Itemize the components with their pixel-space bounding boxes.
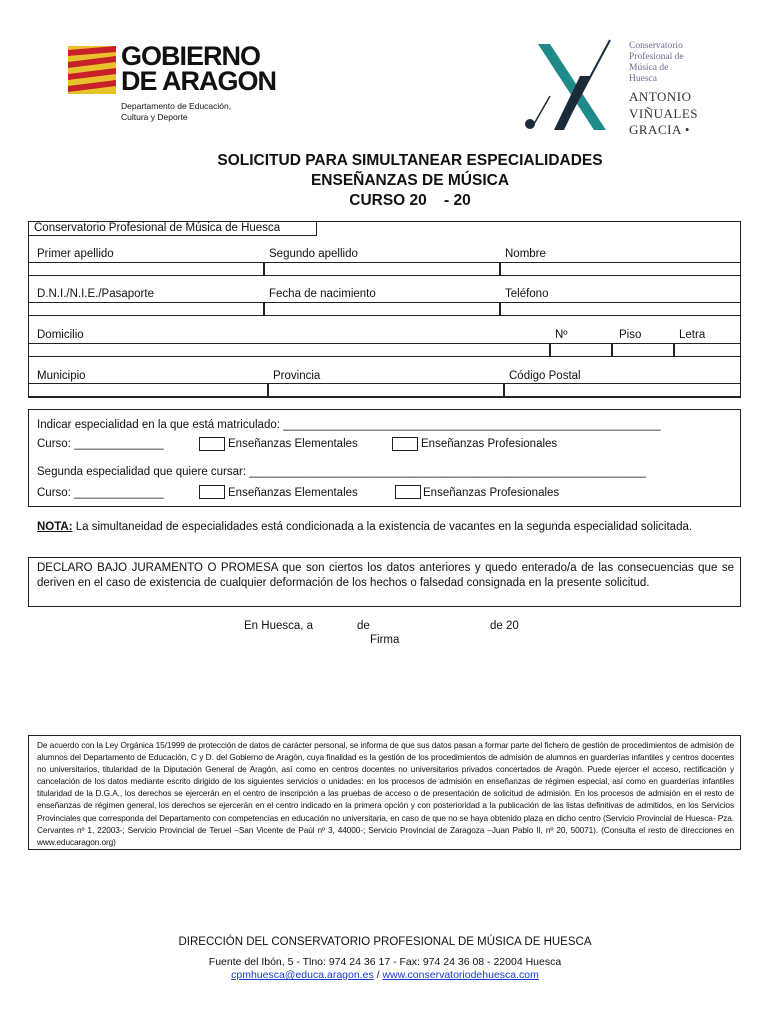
footer-address: Fuente del Ibón, 5 - Tlno: 974 24 36 17 - Fax: 974 24 36 08 - 22004 Huesca — [208, 956, 562, 968]
label-numero: Nº — [555, 329, 568, 341]
primer-apellido-field[interactable] — [28, 262, 264, 276]
fecha-nacimiento-field[interactable] — [264, 302, 500, 316]
elementales-label-1: Enseñanzas Elementales — [228, 438, 358, 450]
elementales-checkbox-2[interactable] — [199, 485, 225, 499]
footer-direction: DIRECCIÓN DEL CONSERVATORIO PROFESIONAL DE MÚSICA DE HUESCA — [178, 936, 592, 948]
profesionales-label-2: Enseñanzas Profesionales — [423, 487, 560, 499]
label-codigo-postal: Código Postal — [509, 370, 581, 382]
label-municipio: Municipio — [37, 370, 86, 382]
codigo-postal-field[interactable] — [504, 383, 741, 397]
label-nombre: Nombre — [505, 248, 546, 260]
label-piso: Piso — [619, 329, 642, 341]
dni-field[interactable] — [28, 302, 264, 316]
conservatorio-logo-name: ANTONIO VIÑUALES GRACIA • — [629, 89, 698, 137]
label-primer-apellido: Primer apellido — [37, 248, 114, 260]
footer-web-link[interactable]: www.conservatoriodehuesca.com — [382, 969, 539, 981]
piso-field[interactable] — [612, 343, 674, 357]
especialidad-actual-line[interactable]: Indicar especialidad en la que está matriculado: ___________________________________________________________ — [37, 419, 661, 431]
form-subtitle: ENSEÑANZAS DE MÚSICA — [310, 172, 510, 189]
label-dni: D.N.I./N.I.E./Pasaporte — [37, 288, 154, 300]
elementales-checkbox-1[interactable] — [199, 437, 225, 451]
label-letra: Letra — [679, 329, 706, 341]
label-domicilio: Domicilio — [37, 329, 84, 341]
signature-firma: Firma — [370, 634, 400, 646]
nota-label: NOTA: — [37, 521, 73, 533]
nota-paragraph — [37, 520, 734, 535]
telefono-field[interactable] — [500, 302, 741, 316]
label-segundo-apellido: Segundo apellido — [269, 248, 358, 260]
footer-separator: / — [373, 969, 383, 981]
segunda-especialidad-line[interactable]: Segunda especialidad que quiere cursar: ______________________________________________________________ — [37, 466, 646, 478]
profesionales-label-1: Enseñanzas Profesionales — [421, 438, 558, 450]
curso-segunda-line[interactable]: Curso: ______________ — [37, 487, 164, 499]
conservatorio-logo-small-text: Conservatorio Profesional de Música de Huesca — [629, 41, 684, 84]
gov-logo-title: GOBIERNO DE ARAGON — [121, 41, 277, 96]
form-course: CURSO 20 - 20 — [349, 192, 471, 209]
legal-text: De acuerdo con la Ley Orgánica 15/1999 de protección de datos de carácter personal, se informa de que sus datos pasan a formar parte del fichero de gestión de procedimientos de admisión de alumnos del Departamento de Educación, C y D. del Gobierno de Aragón, cuya finalidad es la gestión de los procedimientos de admisión de alumnos en guarderías infantiles y centros docentes no universitarios, titularidad de la Diputación General de Aragón, así como en centros docentes no universitarios privados concertados de Aragón. Puede ejercer el acceso, rectificación y cancelación de los datos mediante escrito dirigido de los siguientes servicios o unidades: en los procesos de admisión en enseñanzas de régimen especial, así como en guarderías infantiles titularidad de la D.G.A., los derechos se ejercerán en el centro de inscripción a las pruebas de acceso o de presentación de solicitud de admisión. En los procesos de admisión en el resto de enseñanzas de régimen general, los derechos se ejercerán en el centro indicado en la primera opción y con posterioridad a la publicación de las listas definitivas de admitidos, en los Servicios Provinciales que corresponda del Departamento con competencias en educación no universitaria, en caso de que no se haya obtenido plaza en dicho centro (Servicio Provincial de Huesca- Pza. Cervantes nº 1, 22003-; Servicio Provincial de Teruel –San Vicente de Paúl nº 3, 44000-; Servicio Provincial de Zaragoza –Juan Pablo II, nº 20, 50071). (Consulta el resto de direcciones en www.educaragon.org) — [37, 740, 734, 847]
footer-links — [0, 969, 770, 981]
aragon-flag-icon — [68, 46, 116, 94]
elementales-label-2: Enseñanzas Elementales — [228, 487, 358, 499]
signature-place: En Huesca, a — [244, 620, 314, 632]
label-fecha-nacimiento: Fecha de nacimiento — [269, 288, 376, 300]
numero-field[interactable] — [550, 343, 612, 357]
label-telefono: Teléfono — [505, 288, 549, 300]
profesionales-checkbox-1[interactable] — [392, 437, 418, 451]
form-title: SOLICITUD PARA SIMULTANEAR ESPECIALIDADES — [217, 152, 603, 169]
declaro-text: DECLARO BAJO JURAMENTO O PROMESA que son ciertos los datos anteriores y quedo enterado/a de las consecuencias que se deriven en el caso de existencia de cualquier deformación de los hechos o falsedad consignada en la presente solicitud. — [37, 562, 734, 589]
footer-email-link[interactable]: cpmhuesca@educa.aragon.es — [231, 969, 374, 981]
signature-de-1: de — [357, 620, 370, 632]
curso-actual-line[interactable]: Curso: ______________ — [37, 438, 164, 450]
municipio-field[interactable] — [28, 383, 268, 397]
centre-name: Conservatorio Profesional de Música de Huesca — [34, 222, 281, 234]
profesionales-checkbox-2[interactable] — [395, 485, 421, 499]
conservatorio-logo-icon — [520, 36, 624, 134]
gov-logo-department: Departamento de Educación, Cultura y Deporte — [121, 101, 232, 122]
label-provincia: Provincia — [273, 370, 321, 382]
nombre-field[interactable] — [500, 262, 741, 276]
domicilio-field[interactable] — [28, 343, 550, 357]
provincia-field[interactable] — [268, 383, 504, 397]
signature-de-2: de 20 — [490, 620, 519, 632]
nota-text: La simultaneidad de especialidades está condicionada a la existencia de vacantes en la segunda especialidad solicitada. — [72, 521, 693, 533]
letra-field[interactable] — [674, 343, 741, 357]
segundo-apellido-field[interactable] — [264, 262, 500, 276]
